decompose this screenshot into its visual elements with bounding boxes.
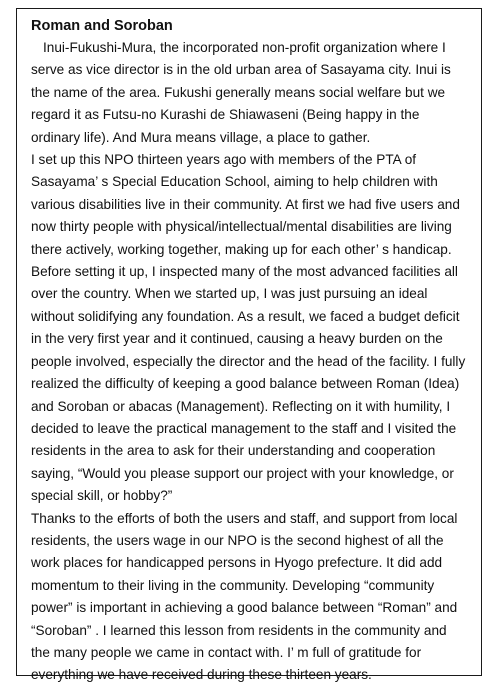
article-paragraph-4: Thanks to the efforts of both the users and staff, and support from local residents, the users wage in our NPO is the second highest of all the work places for handicapped persons in Hyogo prefecture. It did add momentum to their living in the community. Developing “community power” is important in achieving a good balance between “Roman” and “Soroban” . I learned this lesson from residents in the community and the many people we came in contact with. I’ m full of gratitude for everything we have received during these thirteen years. <box>31 510 458 683</box>
article-paragraph-1: Inui-Fukushi-Mura, the incorporated non-profit organization where I serve as vice director is in the old urban area of Sasayama city. Inui is the name of the area. Fukushi generally means social welfare but we regard it as Futsu-no Kurashi de Shiawaseni (Being happy in the ordinary life). And Mura means village, a place to gather. <box>31 40 451 145</box>
article-frame <box>16 8 482 683</box>
article-paragraph-3: Before setting it up, I inspected many of the most advanced facilities all over the country. When we started up, I was just pursuing an ideal without solidifying any foundation. As a result, we faced a budget deficit in the very first year and it continued, causing a heavy burden on the people involved, especially the director and the head of the facility. I fully realized the difficulty of keeping a good balance between Roman (Idea) and Soroban or abacas (Management). Reflecting on it with humility, I decided to leave the practical management to the staff and I visited the residents in the area to ask for their understanding and cooperation saying, “Would you please support our project with your knowledge, or special skill, or hobby?” <box>31 264 466 504</box>
article-paragraph-2: I set up this NPO thirteen years ago with members of the PTA of Sasayama’ s Special Education School, aiming to help children with various disabilities live in their community. At first we had five users and now thirty people with physical/intellectual/mental disabilities are living there actively, working together, making up for each other’ s handicap. <box>31 152 460 257</box>
article-title: Roman and Soroban <box>31 18 173 34</box>
